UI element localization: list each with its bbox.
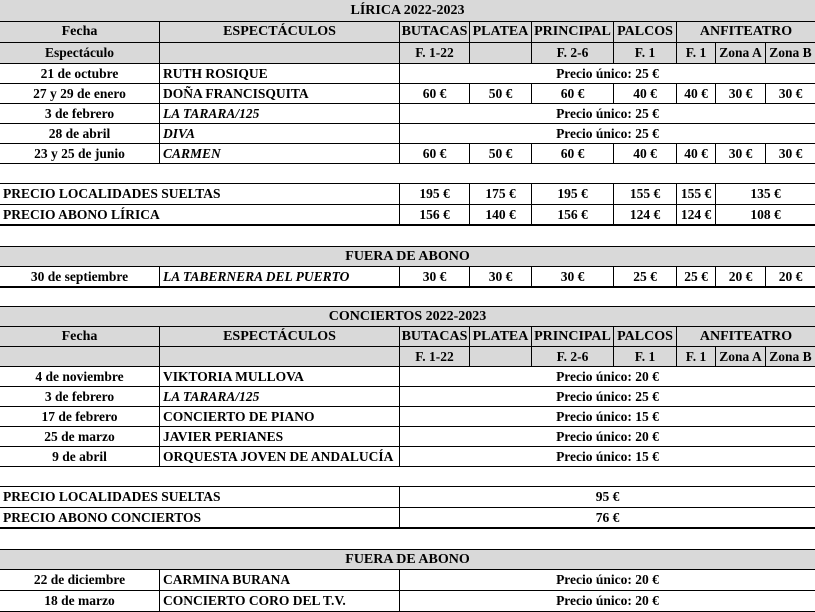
col-platea: PLATEA <box>470 327 532 347</box>
row-precio-unico: Precio único: 15 € <box>400 407 815 427</box>
row-espectaculo: LA TARARA/125 <box>160 104 400 124</box>
row-fecha: 4 de noviembre <box>0 367 160 387</box>
row-precio-unico: Precio único: 20 € <box>400 570 815 591</box>
sub-platea <box>470 43 532 64</box>
lirica-subheader-row <box>0 43 815 64</box>
price-zona-a: 30 € <box>716 84 766 104</box>
row-espectaculo: CONCIERTO CORO DEL T.V. <box>160 591 400 612</box>
price-anf-f1: 25 € <box>677 267 716 288</box>
total-row <box>0 487 815 508</box>
col-platea: PLATEA <box>470 22 532 43</box>
total-principal: 195 € <box>532 184 614 205</box>
sub-platea <box>470 347 532 367</box>
conciertos-subheader-row <box>0 347 815 367</box>
section-title: CONCIERTOS 2022-2023 <box>0 307 815 327</box>
sub-butacas: F. 1-22 <box>400 347 470 367</box>
row-fecha: 17 de febrero <box>0 407 160 427</box>
price-zona-a: 30 € <box>716 144 766 164</box>
total-zonas: 108 € <box>716 205 815 226</box>
row-fecha: 28 de abril <box>0 124 160 144</box>
sub-zona-b: Zona B <box>766 43 815 64</box>
fuera1-title-row <box>0 246 815 267</box>
table-row <box>0 570 815 591</box>
total-zonas: 135 € <box>716 184 815 205</box>
col-principal: PRINCIPAL <box>532 22 614 43</box>
row-fecha: 3 de febrero <box>0 387 160 407</box>
total-price: 95 € <box>400 487 815 508</box>
row-fecha: 18 de marzo <box>0 591 160 612</box>
col-espectaculos: ESPECTÁCULOS <box>160 22 400 43</box>
row-precio-unico: Precio único: 20 € <box>400 591 815 612</box>
row-precio-unico: Precio único: 25 € <box>400 64 815 84</box>
row-espectaculo: CARMINA BURANA <box>160 570 400 591</box>
table-row <box>0 124 815 144</box>
row-fecha: 27 y 29 de enero <box>0 84 160 104</box>
sub-butacas: F. 1-22 <box>400 43 470 64</box>
sub-principal: F. 2-6 <box>532 43 614 64</box>
total-row <box>0 184 815 205</box>
sub-zona-a: Zona A <box>716 43 766 64</box>
total-platea: 175 € <box>470 184 532 205</box>
sub-anf-f1: F. 1 <box>677 347 716 367</box>
table-row <box>0 367 815 387</box>
total-label: PRECIO ABONO CONCIERTOS <box>0 508 400 529</box>
row-espectaculo: LA TABERNERA DEL PUERTO <box>160 267 400 288</box>
price-zona-b: 30 € <box>766 84 815 104</box>
total-principal: 156 € <box>532 205 614 226</box>
row-precio-unico: Precio único: 25 € <box>400 387 815 407</box>
sub-anf-f1: F. 1 <box>677 43 716 64</box>
col-fecha: Fecha <box>0 22 160 43</box>
price-zona-b: 30 € <box>766 144 815 164</box>
row-fecha: 3 de febrero <box>0 104 160 124</box>
row-fecha: 25 de marzo <box>0 427 160 447</box>
col-anfiteatro: ANFITEATRO <box>677 22 815 43</box>
table-row <box>0 427 815 447</box>
conciertos-title-row <box>0 306 815 327</box>
table-row <box>0 267 815 288</box>
sub-fecha <box>0 347 160 367</box>
table-row <box>0 407 815 427</box>
lirica-title-row <box>0 0 815 22</box>
fuera2-title-row <box>0 549 815 570</box>
col-butacas: BUTACAS <box>400 327 470 347</box>
table-row <box>0 144 815 164</box>
row-espectaculo: ORQUESTA JOVEN DE ANDALUCÍA <box>160 447 400 467</box>
col-principal: PRINCIPAL <box>532 327 614 347</box>
price-principal: 30 € <box>532 267 614 288</box>
col-palcos: PALCOS <box>614 22 677 43</box>
price-anf-f1: 40 € <box>677 144 716 164</box>
price-platea: 50 € <box>470 144 532 164</box>
row-espectaculo: JAVIER PERIANES <box>160 427 400 447</box>
col-palcos: PALCOS <box>614 327 677 347</box>
total-butacas: 156 € <box>400 205 470 226</box>
total-palcos: 124 € <box>614 205 677 226</box>
price-principal: 60 € <box>532 84 614 104</box>
price-palcos: 40 € <box>614 144 677 164</box>
col-espectaculos: ESPECTÁCULOS <box>160 327 400 347</box>
conciertos-header-row <box>0 327 815 347</box>
total-anf-f1: 155 € <box>677 184 716 205</box>
row-fecha: 21 de octubre <box>0 64 160 84</box>
sub-espectaculos <box>160 347 400 367</box>
row-espectaculo: DOÑA FRANCISQUITA <box>160 84 400 104</box>
row-precio-unico: Precio único: 25 € <box>400 104 815 124</box>
spacer-row <box>0 164 815 184</box>
price-platea: 30 € <box>470 267 532 288</box>
total-butacas: 195 € <box>400 184 470 205</box>
total-anf-f1: 124 € <box>677 205 716 226</box>
col-butacas: BUTACAS <box>400 22 470 43</box>
row-espectaculo: CARMEN <box>160 144 400 164</box>
price-palcos: 40 € <box>614 84 677 104</box>
col-anfiteatro: ANFITEATRO <box>677 327 815 347</box>
table-row <box>0 64 815 84</box>
section-title: LÍRICA 2022-2023 <box>0 0 815 22</box>
total-price: 76 € <box>400 508 815 529</box>
sub-zona-a: Zona A <box>716 347 766 367</box>
sub-zona-b: Zona B <box>766 347 815 367</box>
price-butacas: 30 € <box>400 267 470 288</box>
lirica-header-row <box>0 22 815 43</box>
spacer-row <box>0 467 815 487</box>
table-row <box>0 104 815 124</box>
total-platea: 140 € <box>470 205 532 226</box>
price-anf-f1: 40 € <box>677 84 716 104</box>
total-row <box>0 205 815 226</box>
total-palcos: 155 € <box>614 184 677 205</box>
row-precio-unico: Precio único: 20 € <box>400 367 815 387</box>
row-fecha: 23 y 25 de junio <box>0 144 160 164</box>
row-fecha: 30 de septiembre <box>0 267 160 288</box>
sub-principal: F. 2-6 <box>532 347 614 367</box>
section-title: FUERA DE ABONO <box>0 550 815 570</box>
price-palcos: 25 € <box>614 267 677 288</box>
section-title: FUERA DE ABONO <box>0 247 815 267</box>
table-row <box>0 591 815 612</box>
row-precio-unico: Precio único: 15 € <box>400 447 815 467</box>
price-principal: 60 € <box>532 144 614 164</box>
row-precio-unico: Precio único: 20 € <box>400 427 815 447</box>
row-precio-unico: Precio único: 25 € <box>400 124 815 144</box>
total-label: PRECIO ABONO LÍRICA <box>0 205 400 226</box>
sub-fecha: Espectáculo <box>0 43 160 64</box>
price-butacas: 60 € <box>400 84 470 104</box>
row-espectaculo: DIVA <box>160 124 400 144</box>
price-butacas: 60 € <box>400 144 470 164</box>
total-row <box>0 508 815 529</box>
total-label: PRECIO LOCALIDADES SUELTAS <box>0 487 400 508</box>
row-espectaculo: RUTH ROSIQUE <box>160 64 400 84</box>
table-row <box>0 387 815 407</box>
col-fecha: Fecha <box>0 327 160 347</box>
table-row <box>0 84 815 104</box>
row-espectaculo: LA TARARA/125 <box>160 387 400 407</box>
sub-espectaculos <box>160 43 400 64</box>
row-fecha: 22 de diciembre <box>0 570 160 591</box>
row-fecha: 9 de abril <box>0 447 160 467</box>
table-row <box>0 447 815 467</box>
total-label: PRECIO LOCALIDADES SUELTAS <box>0 184 400 205</box>
sub-palcos: F. 1 <box>614 43 677 64</box>
price-platea: 50 € <box>470 84 532 104</box>
price-zona-b: 20 € <box>766 267 815 288</box>
price-zona-a: 20 € <box>716 267 766 288</box>
sub-palcos: F. 1 <box>614 347 677 367</box>
row-espectaculo: CONCIERTO DE PIANO <box>160 407 400 427</box>
row-espectaculo: VIKTORIA MULLOVA <box>160 367 400 387</box>
